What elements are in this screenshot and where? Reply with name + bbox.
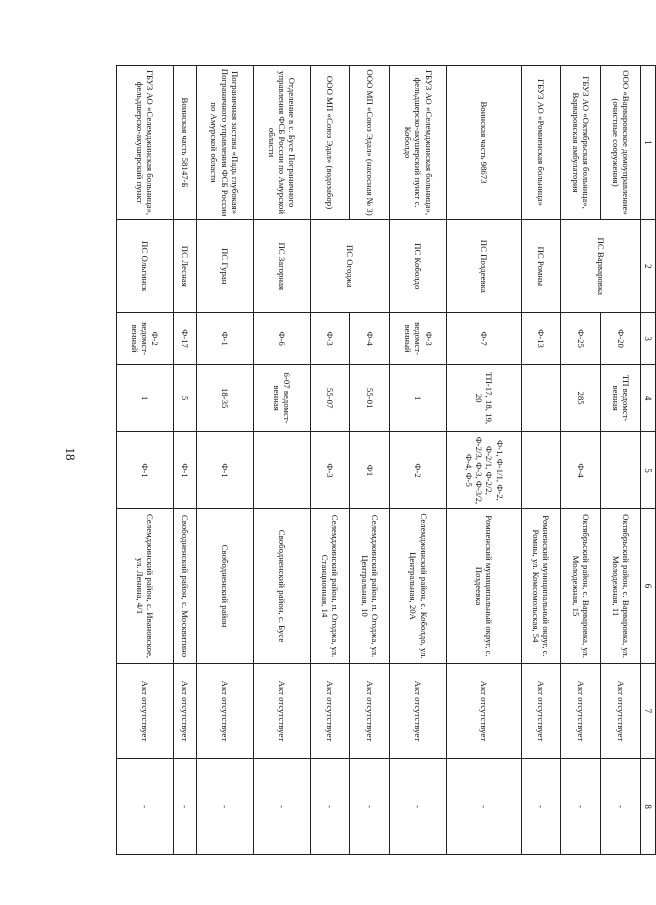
consumer-name: ГБУЗ АО «Селемджинская больница», фельдшерско-акушерский пункт с. Коболдо xyxy=(390,66,447,220)
feeder: Ф-13 xyxy=(521,313,561,364)
tp-feeder xyxy=(601,432,641,509)
location: Селемджинский район, п. Огоджа, ул. Центральная, 10 xyxy=(350,509,390,663)
table-row xyxy=(196,66,253,855)
substation: ПС Коболдо xyxy=(390,220,447,313)
tp-feeder: Ф-2 xyxy=(390,432,447,509)
feeder: Ф-1 xyxy=(196,313,253,364)
column-number: 4 xyxy=(641,364,656,432)
consumer-name: ГБУЗ АО «Селемджинская больница», фельдшерско-акушерский пункт xyxy=(117,66,174,220)
column-number: 3 xyxy=(641,313,656,364)
column-8-value: - xyxy=(117,759,174,855)
location: Свободненский район xyxy=(196,509,253,663)
tp-feeder: Ф-1, Ф-1/1, Ф-2, Ф-2/1, Ф-2/2, Ф-2/3, Ф-3, Ф-3/2, Ф-4, Ф-5 xyxy=(447,432,521,509)
location: Селемджинский район, с. Коболдо, ул. Центральная, 20А xyxy=(390,509,447,663)
act-status: Акт отсутствует xyxy=(350,663,390,759)
column-8-value: - xyxy=(310,759,350,855)
column-8-value: - xyxy=(601,759,641,855)
column-number: 6 xyxy=(641,509,656,663)
column-8-value: - xyxy=(447,759,521,855)
table-row xyxy=(253,66,310,855)
transformer-point xyxy=(521,364,561,432)
consumer-name: Воинская часть 58147-Б xyxy=(174,66,196,220)
location: Ромненский муниципальный округ, с. Поздеевка xyxy=(447,509,521,663)
substation: ПС Загорная xyxy=(253,220,310,313)
table-row xyxy=(310,66,350,855)
column-8-value: - xyxy=(174,759,196,855)
page-number: 18 xyxy=(63,447,78,461)
tp-feeder: Ф-4 xyxy=(561,432,601,509)
consumer-name: ООО МП «Союз Эдал» (насосная № 3) xyxy=(350,66,390,220)
transformer-point: 1 xyxy=(117,364,174,432)
consumer-name: ООО «Варваровское домоуправление» (очистные сооружения) xyxy=(601,66,641,220)
table-row xyxy=(174,66,196,855)
location: Ромненский муниципальный округ, с. Ромны, ул. Комсомольская, 54 xyxy=(521,509,561,663)
location: Селемджинский район, п. Огоджа, ул. Станционная, 14 xyxy=(310,509,350,663)
column-8-value: - xyxy=(521,759,561,855)
act-status: Акт отсутствует xyxy=(310,663,350,759)
column-8-value: - xyxy=(350,759,390,855)
transformer-point: 18-35 xyxy=(196,364,253,432)
location: Октябрьский район, с. Варваровка, ул. Молодежная, 11 xyxy=(601,509,641,663)
act-status: Акт отсутствует xyxy=(447,663,521,759)
tp-feeder xyxy=(253,432,310,509)
feeder: Ф-2 ведомст-венный xyxy=(117,313,174,364)
table-row xyxy=(601,66,641,855)
table-row xyxy=(561,66,601,855)
column-8-value: - xyxy=(561,759,601,855)
location: Октябрьский район, с. Варваровка, ул. Молодежная, 15 xyxy=(561,509,601,663)
transformer-point: ТП ведомст-венная xyxy=(601,364,641,432)
act-status: Акт отсутствует xyxy=(601,663,641,759)
substation: ПС Варваровка xyxy=(561,220,641,313)
act-status: Акт отсутствует xyxy=(253,663,310,759)
location: Селемджинский район, с. Ивановское, ул. Ленина, 4/1 xyxy=(117,509,174,663)
column-number: 1 xyxy=(641,66,656,220)
column-8-value: - xyxy=(196,759,253,855)
table-row xyxy=(390,66,447,855)
act-status: Акт отсутствует xyxy=(521,663,561,759)
column-number-row xyxy=(641,66,656,855)
table-row xyxy=(447,66,521,855)
power-supply-table xyxy=(116,65,656,855)
substation: ПС Огоджа xyxy=(310,220,390,313)
column-8-value: - xyxy=(253,759,310,855)
feeder: Ф-7 xyxy=(447,313,521,364)
rotated-table-frame xyxy=(116,65,656,855)
tp-feeder xyxy=(521,432,561,509)
act-status: Акт отсутствует xyxy=(117,663,174,759)
act-status: Акт отсутствует xyxy=(196,663,253,759)
act-status: Акт отсутствует xyxy=(561,663,601,759)
tp-feeder: Ф-1 xyxy=(196,432,253,509)
table-row xyxy=(117,66,174,855)
act-status: Акт отсутствует xyxy=(174,663,196,759)
tp-feeder: Ф-1 xyxy=(117,432,174,509)
consumer-name: Отделение в с. Бусе Пограничного управления ФСБ России по Амурской области xyxy=(253,66,310,220)
feeder: Ф-25 xyxy=(561,313,601,364)
consumer-name: ООО МП «Союз Эдал» (водозабор) xyxy=(310,66,350,220)
consumer-name: Пограничная застава «Падь глубокая» Пограничного управления ФСБ России по Амурской области xyxy=(196,66,253,220)
substation: ПС Лесная xyxy=(174,220,196,313)
transformer-point: 1 xyxy=(390,364,447,432)
transformer-point: 55-01 xyxy=(350,364,390,432)
column-number: 5 xyxy=(641,432,656,509)
substation: ПС Ольгинск xyxy=(117,220,174,313)
feeder: Ф-3 xyxy=(310,313,350,364)
feeder: Ф-6 xyxy=(253,313,310,364)
table-row xyxy=(521,66,561,855)
column-number: 2 xyxy=(641,220,656,313)
substation: ПС Ромны xyxy=(521,220,561,313)
column-8-value: - xyxy=(390,759,447,855)
substation: ПС Гуран xyxy=(196,220,253,313)
act-status: Акт отсутствует xyxy=(390,663,447,759)
feeder: Ф-17 xyxy=(174,313,196,364)
location: Свободненский район, с. Бусе xyxy=(253,509,310,663)
table-row xyxy=(350,66,390,855)
feeder: Ф-20 xyxy=(601,313,641,364)
consumer-name: ГБУЗ АО «Октябрьская больница», Варваровская амбулатория xyxy=(561,66,601,220)
feeder: Ф-4 xyxy=(350,313,390,364)
location: Свободненский район, с. Москвитино xyxy=(174,509,196,663)
transformer-point: 285 xyxy=(561,364,601,432)
substation: ПС Поздеевка xyxy=(447,220,521,313)
consumer-name: Воинская часть 98673 xyxy=(447,66,521,220)
column-number: 7 xyxy=(641,663,656,759)
transformer-point: 55-07 xyxy=(310,364,350,432)
transformer-point: 5 xyxy=(174,364,196,432)
transformer-point: ТП-17, 18, 19, 20 xyxy=(447,364,521,432)
consumer-name: ГБУЗ АО «Ромненская больница» xyxy=(521,66,561,220)
column-number: 8 xyxy=(641,759,656,855)
tp-feeder: Ф-1 xyxy=(174,432,196,509)
transformer-point: 6-07 ведомст-венная xyxy=(253,364,310,432)
feeder: Ф-3 ведомст-венный xyxy=(390,313,447,364)
tp-feeder: Ф1 xyxy=(350,432,390,509)
tp-feeder: Ф-3 xyxy=(310,432,350,509)
